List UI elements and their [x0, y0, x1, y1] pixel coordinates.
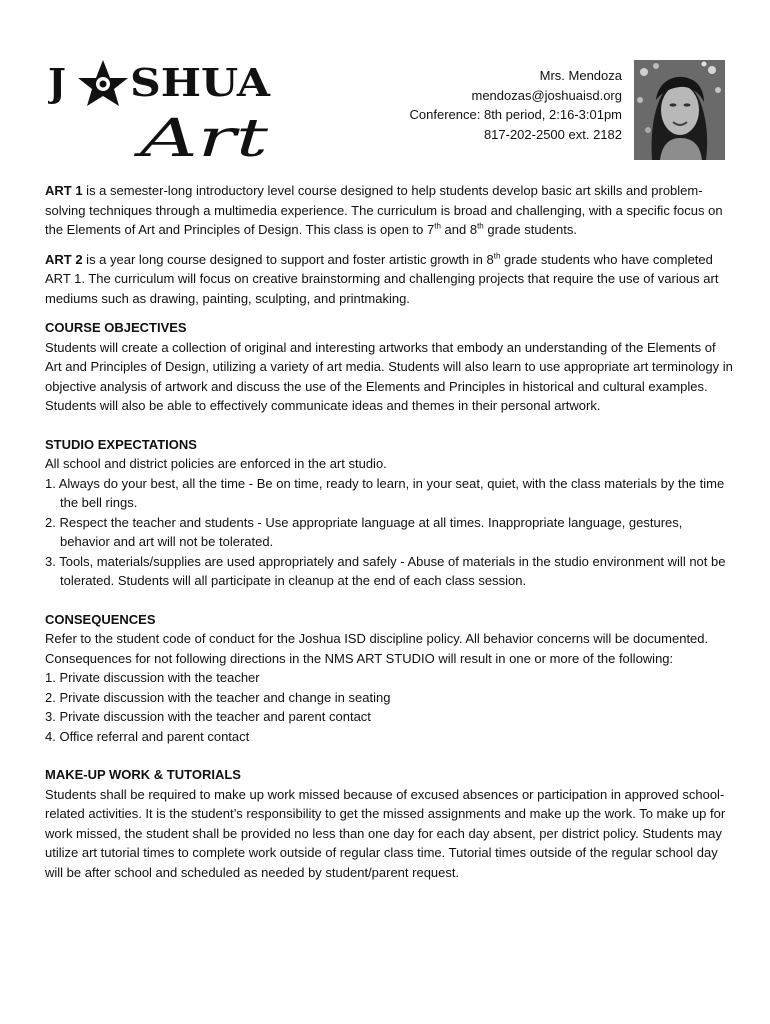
objectives-heading: COURSE OBJECTIVES	[45, 320, 187, 335]
logo-script-art: Art	[133, 109, 269, 166]
art1-text: grade students.	[483, 222, 577, 237]
logo-letters-shua: SHUA	[130, 60, 271, 105]
art1-paragraph	[45, 181, 735, 240]
art2-paragraph	[45, 250, 735, 309]
teacher-email: mendozas@joshuaisd.org	[471, 87, 622, 103]
expectations-intro: All school and district policies are enforced in the art studio.	[45, 456, 387, 471]
art1-title: ART 1	[45, 183, 83, 198]
makeup-text: Students shall be required to make up work missed because of excused absences or participation in approved school-related activities. It is the student’s responsibility to get the missed assignments and make up the work. To make up for work missed, the student shall be provided no less than one day for each day absent, per district policy. Students may utilize art tutorial times to complete work outside of regular class time. Tutorial times outside of the regular school day will be after school and scheduled as needed by student/parent request.	[45, 786, 726, 880]
art2-text: is a year long course designed to support and foster artistic growth in 8	[82, 251, 494, 267]
list-item: 1. Private discussion with the teacher	[45, 670, 260, 685]
teacher-name: Mrs. Mendoza	[539, 68, 622, 83]
teacher-contact	[410, 66, 622, 144]
art1-text: is a semester-long introductory level course designed to help students develop basic art skills and problem-solving techniques through a multimedia experience. The curriculum is broad and challenging, with a specific focus on the Elements of Art and Principles of Design. This class is open to 7	[45, 183, 723, 237]
superscript: th	[434, 221, 441, 231]
list-item: 2. Private discussion with the teacher and change in seating	[45, 689, 391, 705]
list-item: 3. Tools, materials/supplies are used appropriately and safely - Abuse of materials in the studio environment will not be tolerated. Students will all participate in cleanup at the end of each class session.	[45, 553, 726, 588]
makeup-heading: MAKE-UP WORK & TUTORIALS	[45, 767, 241, 782]
expectations-heading: STUDIO EXPECTATIONS	[45, 436, 197, 452]
art2-text: grade students who have completed ART 1. The curriculum will focus on creative brainstorming and challenging projects that require the use of various art mediums such as drawing, painting, sculpting, and printmaking.	[45, 251, 719, 306]
syllabus-body	[45, 181, 735, 882]
list-item: 4. Office referral and parent contact	[45, 728, 250, 744]
teacher-photo	[634, 60, 725, 160]
logo-letter-j: J	[48, 60, 66, 105]
objectives-text: Students will create a collection of original and interesting artworks that embody an understanding of the Elements of Art and Principles of Design, utilizing a variety of art media. Students will also learn to use appropriate art terminology in objective analysis of artwork and discuss the use of the Elements and Principles in historical and cultural examples. Students will also be able to effectively communicate ideas and themes in their personal artwork.	[45, 339, 733, 413]
list-item: 1. Always do your best, all the time - Be on time, ready to learn, in your seat, quiet, with the class materials by the time the bell rings.	[45, 475, 725, 510]
art1-text: and 8	[440, 222, 478, 237]
phone-number: 817-202-2500 ext. 2182	[483, 126, 622, 142]
star-emblem-icon	[78, 60, 128, 106]
list-item: 3. Private discussion with the teacher and parent contact	[45, 709, 371, 724]
art2-title: ART 2	[45, 251, 83, 267]
consequences-intro: Refer to the student code of conduct for the Joshua ISD discipline policy. All behavior concerns will be documented. Consequences for not following directions in the NMS ART STUDIO will result in one or more of the following:	[45, 631, 709, 666]
superscript: th	[493, 251, 501, 261]
conference-time: Conference: 8th period, 2:16-3:01pm	[409, 107, 622, 122]
list-item: 2. Respect the teacher and students - Use appropriate language at all times. Inappropriate language, gestures, behavior and art will not be tolerated.	[45, 514, 683, 549]
superscript: th	[477, 221, 484, 231]
consequences-heading: CONSEQUENCES	[45, 611, 156, 627]
joshua-art-logo	[48, 58, 276, 166]
